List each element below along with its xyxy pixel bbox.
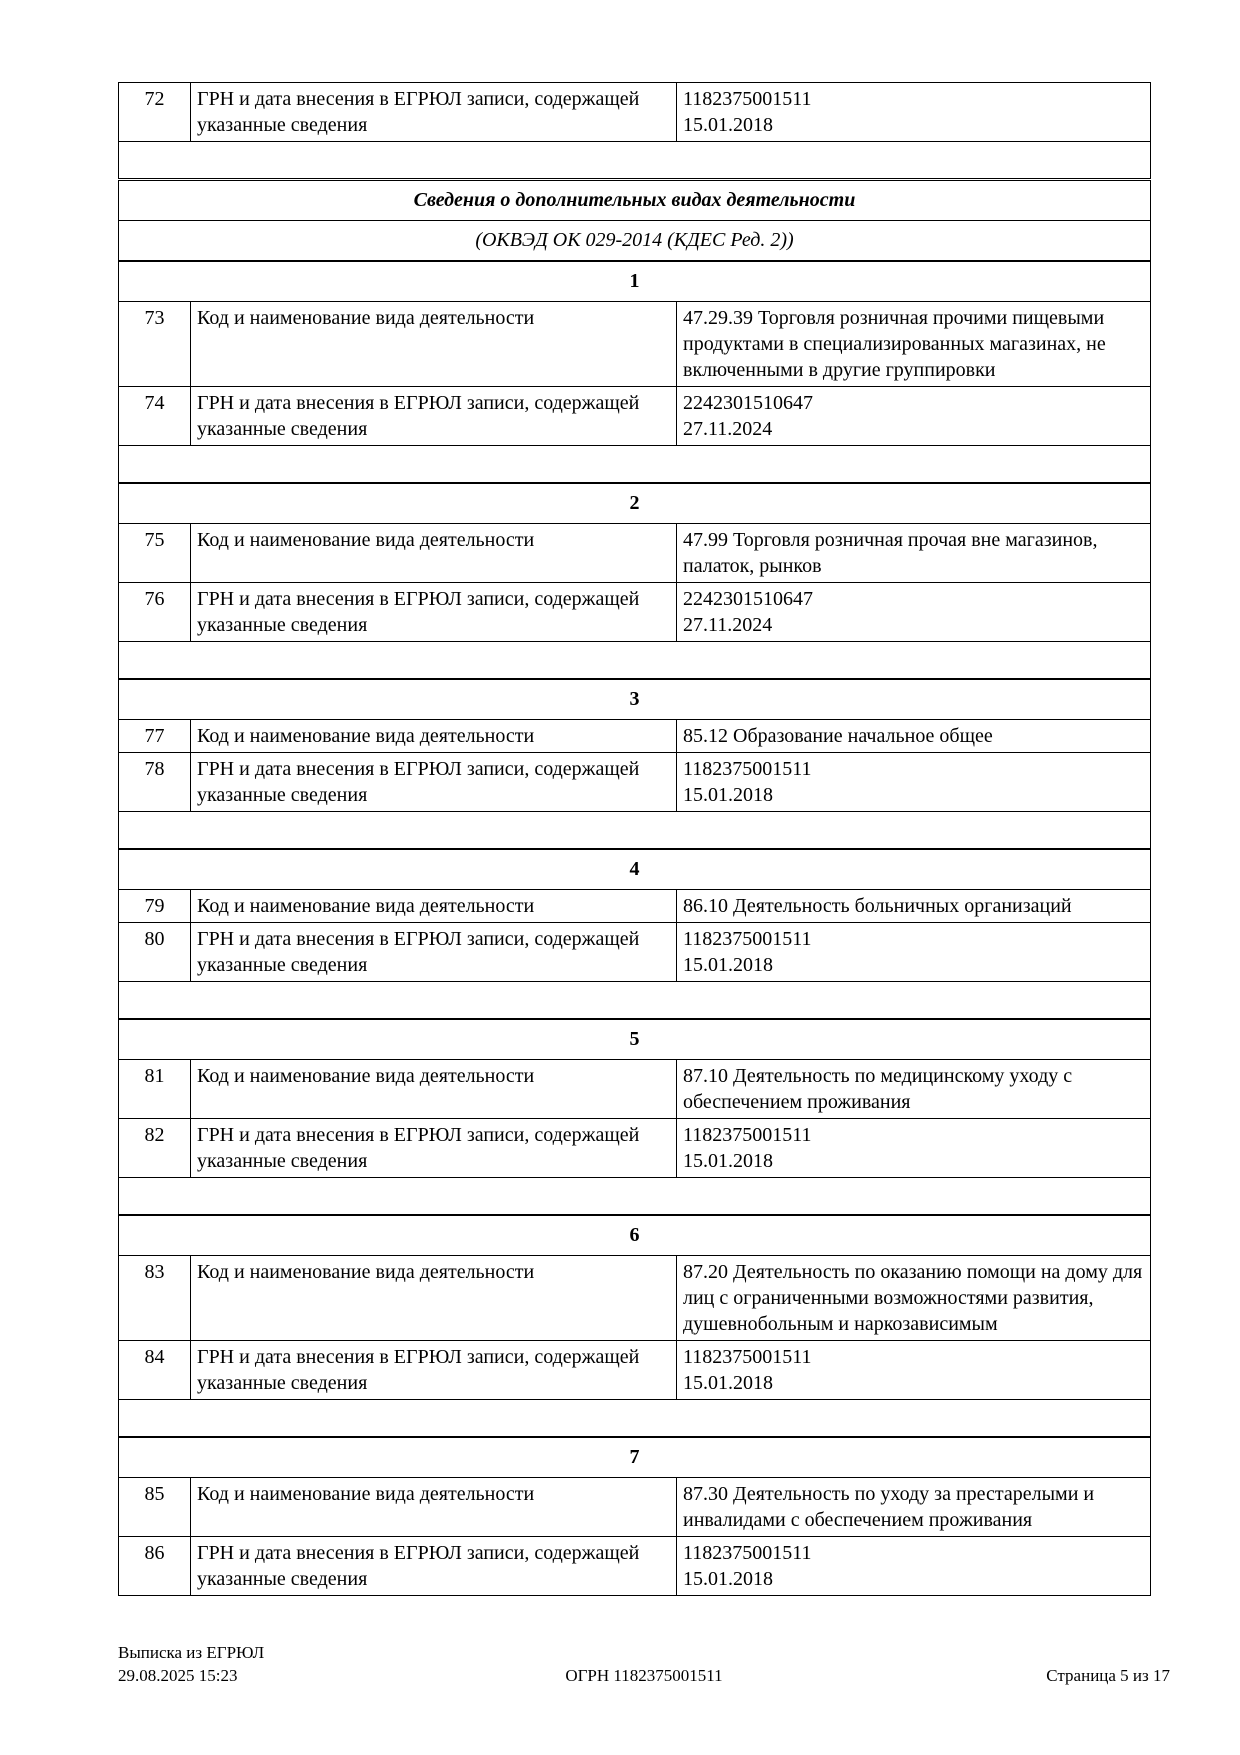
grn-date: 27.11.2024 xyxy=(683,418,773,440)
row-number: 73 xyxy=(119,302,191,387)
table-row xyxy=(119,83,1151,142)
table-row xyxy=(119,753,1151,812)
activity-value: 47.99 Торговля розничная прочая вне магазинов, палаток, рынков xyxy=(677,524,1151,583)
grn-date: 15.01.2018 xyxy=(683,1372,773,1394)
row-number: 81 xyxy=(119,1060,191,1119)
spacer-row xyxy=(119,642,1151,680)
activity-value: 87.10 Деятельность по медицинскому уходу с обеспечением проживания xyxy=(677,1060,1151,1119)
table-row xyxy=(119,890,1151,923)
grn-number: 2242301510647 xyxy=(683,392,813,414)
section-title: Сведения о дополнительных видах деятельности xyxy=(119,180,1151,221)
footer-timestamp: 29.08.2025 15:23 xyxy=(118,1665,238,1685)
table-row xyxy=(119,1537,1151,1596)
grn-date: 15.01.2018 xyxy=(683,784,773,806)
row-number: 79 xyxy=(119,890,191,923)
section-index-row xyxy=(119,679,1151,720)
grn-date: 15.01.2018 xyxy=(683,954,773,976)
grn-value xyxy=(677,583,1151,642)
row-number: 83 xyxy=(119,1256,191,1341)
spacer-row xyxy=(119,812,1151,850)
grn-number: 1182375001511 xyxy=(683,1124,812,1146)
footer-doc-title: Выписка из ЕГРЮЛ xyxy=(118,1643,265,1662)
spacer-row xyxy=(119,1178,1151,1216)
row-number: 74 xyxy=(119,387,191,446)
table-row xyxy=(119,387,1151,446)
row-number: 86 xyxy=(119,1537,191,1596)
grn-number: 1182375001511 xyxy=(683,758,812,780)
section-index: 6 xyxy=(119,1215,1151,1256)
grn-value xyxy=(677,1119,1151,1178)
grn-number: 2242301510647 xyxy=(683,588,813,610)
row-label: ГРН и дата внесения в ЕГРЮЛ записи, содержащей указанные сведения xyxy=(191,1537,677,1596)
spacer-cell xyxy=(119,1400,1151,1438)
row-number: 75 xyxy=(119,524,191,583)
grn-date: 27.11.2024 xyxy=(683,614,773,636)
row-label: Код и наименование вида деятельности xyxy=(191,890,677,923)
section-title-row xyxy=(119,180,1151,221)
activity-value: 47.29.39 Торговля розничная прочими пищевыми продуктами в специализированных магазинах, не включенными в другие группировки xyxy=(677,302,1151,387)
table-row xyxy=(119,1478,1151,1537)
row-number: 78 xyxy=(119,753,191,812)
spacer-cell xyxy=(119,142,1151,180)
table-row xyxy=(119,1119,1151,1178)
table-row xyxy=(119,720,1151,753)
grn-value xyxy=(677,83,1151,142)
section-index-row xyxy=(119,261,1151,302)
row-number: 72 xyxy=(119,83,191,142)
spacer-cell xyxy=(119,642,1151,680)
section-index-row xyxy=(119,849,1151,890)
row-label: ГРН и дата внесения в ЕГРЮЛ записи, содержащей указанные сведения xyxy=(191,753,677,812)
activity-value: 86.10 Деятельность больничных организаций xyxy=(677,890,1151,923)
grn-value xyxy=(677,1341,1151,1400)
section-index: 2 xyxy=(119,483,1151,524)
spacer-cell xyxy=(119,1178,1151,1216)
section-index: 5 xyxy=(119,1019,1151,1060)
page-footer xyxy=(118,1642,1170,1688)
row-number: 80 xyxy=(119,923,191,982)
activity-value: 87.20 Деятельность по оказанию помощи на дому для лиц с ограниченными возможностями развития, душевнобольным и наркозависимым xyxy=(677,1256,1151,1341)
spacer-cell xyxy=(119,982,1151,1020)
footer-page-number: Страница 5 из 17 xyxy=(1046,1665,1170,1685)
grn-number: 1182375001511 xyxy=(683,928,812,950)
grn-value xyxy=(677,387,1151,446)
row-label: Код и наименование вида деятельности xyxy=(191,1256,677,1341)
table-row xyxy=(119,1256,1151,1341)
table-row xyxy=(119,524,1151,583)
spacer-row xyxy=(119,142,1151,180)
grn-number: 1182375001511 xyxy=(683,88,812,110)
spacer-row xyxy=(119,982,1151,1020)
section-subtitle-row xyxy=(119,221,1151,262)
footer-ogrn: ОГРН 1182375001511 xyxy=(565,1665,723,1685)
activity-value: 85.12 Образование начальное общее xyxy=(677,720,1151,753)
section-index: 1 xyxy=(119,261,1151,302)
egrul-extract-table xyxy=(118,82,1151,1596)
activity-value: 87.30 Деятельность по уходу за престарелыми и инвалидами с обеспечением проживания xyxy=(677,1478,1151,1537)
spacer-row xyxy=(119,446,1151,484)
spacer-cell xyxy=(119,446,1151,484)
row-label: Код и наименование вида деятельности xyxy=(191,1060,677,1119)
table-row xyxy=(119,1341,1151,1400)
table-row xyxy=(119,923,1151,982)
grn-date: 15.01.2018 xyxy=(683,1568,773,1590)
spacer-cell xyxy=(119,812,1151,850)
grn-value xyxy=(677,1537,1151,1596)
section-index-row xyxy=(119,1437,1151,1478)
row-label: ГРН и дата внесения в ЕГРЮЛ записи, содержащей указанные сведения xyxy=(191,1341,677,1400)
grn-value xyxy=(677,753,1151,812)
row-label: Код и наименование вида деятельности xyxy=(191,720,677,753)
grn-date: 15.01.2018 xyxy=(683,1150,773,1172)
row-label: Код и наименование вида деятельности xyxy=(191,302,677,387)
row-label: Код и наименование вида деятельности xyxy=(191,524,677,583)
row-label: Код и наименование вида деятельности xyxy=(191,1478,677,1537)
section-index: 7 xyxy=(119,1437,1151,1478)
row-number: 85 xyxy=(119,1478,191,1537)
grn-number: 1182375001511 xyxy=(683,1542,812,1564)
table-row xyxy=(119,583,1151,642)
row-number: 82 xyxy=(119,1119,191,1178)
row-number: 77 xyxy=(119,720,191,753)
row-number: 84 xyxy=(119,1341,191,1400)
row-number: 76 xyxy=(119,583,191,642)
row-label: ГРН и дата внесения в ЕГРЮЛ записи, содержащей указанные сведения xyxy=(191,923,677,982)
table-row xyxy=(119,1060,1151,1119)
grn-number: 1182375001511 xyxy=(683,1346,812,1368)
row-label: ГРН и дата внесения в ЕГРЮЛ записи, содержащей указанные сведения xyxy=(191,387,677,446)
section-index: 4 xyxy=(119,849,1151,890)
table-row xyxy=(119,302,1151,387)
row-label: ГРН и дата внесения в ЕГРЮЛ записи, содержащей указанные сведения xyxy=(191,1119,677,1178)
row-label: ГРН и дата внесения в ЕГРЮЛ записи, содержащей указанные сведения xyxy=(191,583,677,642)
row-label: ГРН и дата внесения в ЕГРЮЛ записи, содержащей указанные сведения xyxy=(191,83,677,142)
grn-value xyxy=(677,923,1151,982)
section-subtitle: (ОКВЭД ОК 029-2014 (КДЕС Ред. 2)) xyxy=(119,221,1151,262)
spacer-row xyxy=(119,1400,1151,1438)
section-index-row xyxy=(119,483,1151,524)
grn-date: 15.01.2018 xyxy=(683,114,773,136)
section-index: 3 xyxy=(119,679,1151,720)
section-index-row xyxy=(119,1019,1151,1060)
section-index-row xyxy=(119,1215,1151,1256)
